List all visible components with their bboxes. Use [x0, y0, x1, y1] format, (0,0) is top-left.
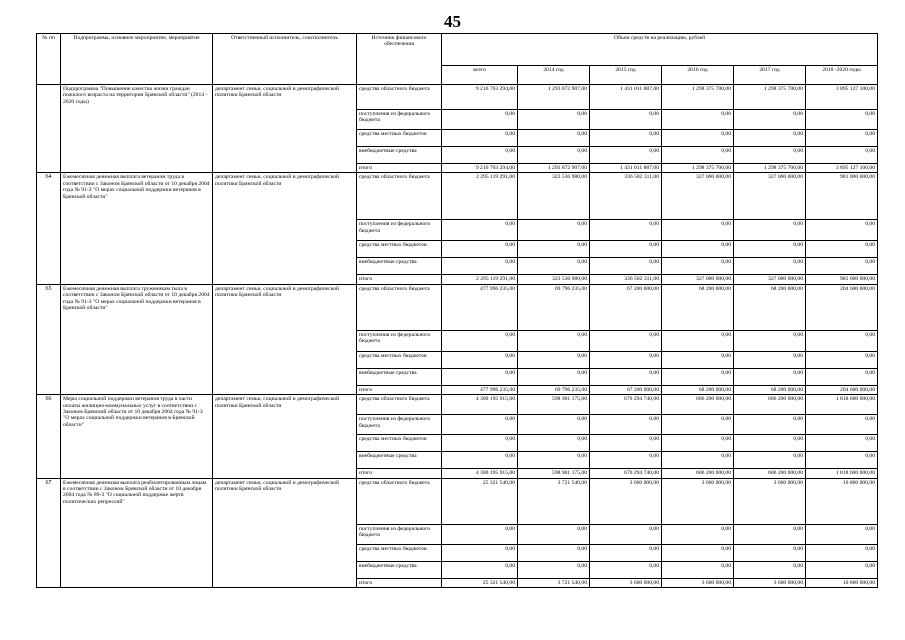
amount-cell: 0,00 [518, 110, 590, 130]
amount-cell: 2 295 119 291,00 [442, 275, 518, 284]
amount-cell: 0,00 [662, 258, 734, 275]
amount-cell: 3 721 540,00 [518, 578, 590, 587]
amount-cell: 0,00 [662, 415, 734, 435]
funding-source: средства местных бюджетов [357, 435, 442, 452]
header-source: Источник финансового обеспечения [357, 34, 442, 85]
amount-cell: 0,00 [590, 561, 662, 578]
header-year-2014: 2014 год [518, 66, 590, 85]
header-row [37, 34, 878, 66]
amount-cell: 1 298 375 700,00 [734, 85, 806, 110]
funding-source: средства областного бюджета [357, 478, 442, 524]
amount-cell: 606 200 000,00 [662, 395, 734, 415]
amount-cell: 0,00 [806, 147, 878, 164]
item-number: 65 [37, 284, 61, 394]
item-number: 66 [37, 395, 61, 478]
amount-cell: 0,00 [590, 130, 662, 147]
amount-cell: 3 600 000,00 [590, 578, 662, 587]
amount-cell: 0,00 [590, 241, 662, 258]
amount-cell: 0,00 [662, 130, 734, 147]
funding-source: итого [357, 164, 442, 173]
amount-cell: 0,00 [734, 561, 806, 578]
header-year-2016: 2016 год [662, 66, 734, 85]
funding-source: средства местных бюджетов [357, 351, 442, 368]
amount-cell: 0,00 [518, 415, 590, 435]
amount-cell: 0,00 [442, 220, 518, 241]
header-year-total: всего [442, 66, 518, 85]
funding-source: итого [357, 385, 442, 394]
funding-source: средства областного бюджета [357, 85, 442, 110]
amount-cell: 327 000 000,00 [734, 275, 806, 284]
amount-cell: 1 298 375 700,00 [662, 164, 734, 173]
amount-cell: 0,00 [734, 241, 806, 258]
amount-cell: 1 298 375 700,00 [734, 164, 806, 173]
budget-table [36, 33, 878, 588]
amount-cell: 0,00 [734, 351, 806, 368]
amount-cell: 0,00 [442, 258, 518, 275]
amount-cell: 0,00 [518, 330, 590, 351]
amount-cell: 0,00 [734, 415, 806, 435]
amount-cell: 0,00 [590, 147, 662, 164]
amount-cell: 3 600 000,00 [662, 478, 734, 524]
amount-cell: 981 000 000,00 [806, 173, 878, 220]
amount-cell: 1 818 600 000,00 [806, 395, 878, 415]
amount-cell: 323 536 980,00 [518, 275, 590, 284]
amount-cell: 0,00 [442, 130, 518, 147]
item-number: 67 [37, 478, 61, 587]
amount-cell: 327 000 000,00 [662, 173, 734, 220]
program-name: Ежемесячная денежная выплата ветеранам труда в соответствии с Законом Брянской области от 10 декабря 2004 года № 91-З "О мерах социальной поддержки ветеранов в Брянской области" [61, 173, 213, 284]
amount-cell: 0,00 [590, 524, 662, 544]
amount-cell: 0,00 [734, 452, 806, 469]
amount-cell: 0,00 [734, 110, 806, 130]
amount-cell: 0,00 [590, 220, 662, 241]
amount-cell: 0,00 [734, 330, 806, 351]
executor-name: департамент семьи, социальной и демографической политики Брянской области [213, 173, 357, 284]
amount-cell: 0,00 [806, 435, 878, 452]
amount-cell: 670 294 740,00 [590, 395, 662, 415]
amount-cell: 0,00 [590, 258, 662, 275]
header-year-2018-2020: 2018 -2020 годы [806, 66, 878, 85]
amount-cell: 0,00 [734, 435, 806, 452]
amount-cell: 598 901 175,00 [518, 395, 590, 415]
amount-cell: 3 721 540,00 [518, 478, 590, 524]
amount-cell: 68 200 000,00 [662, 284, 734, 330]
amount-cell: 1 298 375 700,00 [662, 85, 734, 110]
amount-cell: 0,00 [662, 110, 734, 130]
amount-cell: 67 200 000,00 [590, 284, 662, 330]
amount-cell: 0,00 [662, 241, 734, 258]
amount-cell: 0,00 [806, 220, 878, 241]
amount-cell: 68 200 000,00 [662, 385, 734, 394]
amount-cell: 204 600 000,00 [806, 385, 878, 394]
table-row [37, 284, 878, 330]
item-number [37, 85, 61, 173]
amount-cell: 2 295 119 291,00 [442, 173, 518, 220]
amount-cell: 0,00 [806, 415, 878, 435]
amount-cell: 0,00 [518, 258, 590, 275]
amount-cell: 0,00 [442, 368, 518, 385]
funding-source: поступления из федерального бюджета [357, 524, 442, 544]
amount-cell: 0,00 [590, 435, 662, 452]
header-year-2017: 2017 год [734, 66, 806, 85]
amount-cell: 0,00 [806, 524, 878, 544]
amount-cell: 0,00 [662, 435, 734, 452]
amount-cell: 0,00 [662, 561, 734, 578]
amount-cell: 0,00 [734, 524, 806, 544]
page-number: 45 [444, 12, 461, 31]
amount-cell: 1 431 011 887,00 [590, 164, 662, 173]
amount-cell: 0,00 [518, 544, 590, 561]
amount-cell: 598 901 175,00 [518, 469, 590, 478]
amount-cell: 0,00 [442, 241, 518, 258]
amount-cell: 0,00 [590, 544, 662, 561]
program-name: Меры социальной поддержки ветеранов труда в части оплаты жилищно-коммунальных услуг в соответствии с Законом Брянской области от 10 декабря 2004 года № 91-З "О мерах социальной поддержки ветеранов в Брянской области" [61, 395, 213, 478]
table-row [37, 395, 878, 415]
item-number: 64 [37, 173, 61, 284]
amount-cell: 0,00 [590, 415, 662, 435]
amount-cell: 0,00 [442, 147, 518, 164]
funding-source: поступления из федерального бюджета [357, 110, 442, 130]
amount-cell: 606 200 000,00 [734, 395, 806, 415]
amount-cell: 327 000 000,00 [662, 275, 734, 284]
amount-cell: 0,00 [518, 435, 590, 452]
amount-cell: 3 600 000,00 [590, 478, 662, 524]
amount-cell: 0,00 [518, 368, 590, 385]
amount-cell: 0,00 [806, 368, 878, 385]
amount-cell: 0,00 [734, 258, 806, 275]
program-name: Подпрограмма "Повышение качества жизни граждан пожилого возраста на территории Брянской области" (2014 - 2020 годы) [61, 85, 213, 173]
header-num: № пп [37, 34, 61, 85]
amount-cell: 981 000 000,00 [806, 275, 878, 284]
amount-cell: 1 431 011 887,00 [590, 85, 662, 110]
funding-source: поступления из федерального бюджета [357, 415, 442, 435]
header-program: Подпрограмма, основное мероприятие, мероприятие [61, 34, 213, 85]
amount-cell: 0,00 [442, 544, 518, 561]
amount-cell: 25 321 540,00 [442, 578, 518, 587]
amount-cell: 25 321 540,00 [442, 478, 518, 524]
amount-cell: 10 800 000,00 [806, 578, 878, 587]
amount-cell: 0,00 [518, 524, 590, 544]
amount-cell: 0,00 [734, 130, 806, 147]
amount-cell: 606 200 000,00 [734, 469, 806, 478]
amount-cell: 1 818 600 000,00 [806, 469, 878, 478]
amount-cell: 327 000 000,00 [734, 173, 806, 220]
amount-cell: 0,00 [518, 561, 590, 578]
amount-cell: 0,00 [590, 110, 662, 130]
executor-name: департамент семьи, социальной и демографической политики Брянской области [213, 284, 357, 394]
funding-source: внебюджетные средства [357, 258, 442, 275]
amount-cell: 0,00 [662, 351, 734, 368]
amount-cell: 336 582 311,00 [590, 173, 662, 220]
amount-cell: 477 996 235,00 [442, 385, 518, 394]
funding-source: средства областного бюджета [357, 173, 442, 220]
amount-cell: 0,00 [518, 452, 590, 469]
amount-cell: 0,00 [442, 435, 518, 452]
amount-cell: 0,00 [734, 368, 806, 385]
amount-cell: 0,00 [662, 368, 734, 385]
amount-cell: 9 216 763 294,00 [442, 164, 518, 173]
amount-cell: 68 200 000,00 [734, 385, 806, 394]
funding-source: внебюджетные средства [357, 368, 442, 385]
executor-name: департамент семьи, социальной и демографической политики Брянской области [213, 478, 357, 587]
amount-cell: 0,00 [662, 452, 734, 469]
amount-cell: 0,00 [734, 544, 806, 561]
amount-cell: 0,00 [518, 351, 590, 368]
amount-cell: 0,00 [442, 110, 518, 130]
funding-source: средства областного бюджета [357, 395, 442, 415]
amount-cell: 3 895 127 100,00 [806, 85, 878, 110]
amount-cell: 0,00 [590, 351, 662, 368]
amount-cell: 323 536 980,00 [518, 173, 590, 220]
funding-source: поступления из федерального бюджета [357, 330, 442, 351]
funding-source: средства областного бюджета [357, 284, 442, 330]
amount-cell: 0,00 [662, 524, 734, 544]
amount-cell: 0,00 [442, 524, 518, 544]
amount-cell: 0,00 [662, 330, 734, 351]
amount-cell: 336 582 311,00 [590, 275, 662, 284]
amount-cell: 0,00 [806, 241, 878, 258]
executor-name: департамент семьи, социальной и демографической политики Брянской области [213, 395, 357, 478]
amount-cell: 0,00 [518, 147, 590, 164]
amount-cell: 0,00 [442, 415, 518, 435]
executor-name: департамент семьи, социальной и демографической политики Брянской области [213, 85, 357, 173]
funding-source: внебюджетные средства [357, 452, 442, 469]
amount-cell: 68 200 000,00 [734, 284, 806, 330]
amount-cell: 10 800 000,00 [806, 478, 878, 524]
header-executor: Ответственный исполнитель, соисполнитель [213, 34, 357, 85]
amount-cell: 3 600 000,00 [734, 478, 806, 524]
amount-cell: 67 200 000,00 [590, 385, 662, 394]
amount-cell: 0,00 [806, 110, 878, 130]
funding-source: итого [357, 275, 442, 284]
amount-cell: 0,00 [734, 220, 806, 241]
amount-cell: 0,00 [442, 351, 518, 368]
amount-cell: 0,00 [590, 452, 662, 469]
amount-cell: 0,00 [662, 220, 734, 241]
amount-cell: 0,00 [518, 130, 590, 147]
funding-source: итого [357, 469, 442, 478]
funding-source: итого [357, 578, 442, 587]
amount-cell: 3 600 000,00 [734, 578, 806, 587]
header-year-2015: 2015 год [590, 66, 662, 85]
amount-cell: 0,00 [806, 561, 878, 578]
amount-cell: 0,00 [442, 452, 518, 469]
funding-source: поступления из федерального бюджета [357, 220, 442, 241]
amount-cell: 0,00 [590, 368, 662, 385]
amount-cell: 0,00 [806, 452, 878, 469]
amount-cell: 69 796 235,00 [518, 284, 590, 330]
amount-cell: 1 293 872 907,00 [518, 164, 590, 173]
table-row [37, 478, 878, 524]
funding-source: средства местных бюджетов [357, 544, 442, 561]
amount-cell: 9 216 763 294,00 [442, 85, 518, 110]
amount-cell: 0,00 [662, 544, 734, 561]
amount-cell: 0,00 [590, 330, 662, 351]
program-name: Ежемесячная денежная выплата реабилитированным лицам в соответствии с Законом Брянской области от 10 декабря 2004 года № 89-З "О социальной поддержке жертв политических репрессий" [61, 478, 213, 587]
amount-cell: 0,00 [806, 351, 878, 368]
amount-cell: 4 300 195 915,00 [442, 395, 518, 415]
program-name: Ежемесячная денежная выплата труженикам тыла в соответствии с Законом Брянской области от 10 декабря 2004 года № 91-З "О мерах социальной поддержки ветеранов в Брянской области" [61, 284, 213, 394]
amount-cell: 0,00 [518, 241, 590, 258]
amount-cell: 69 796 235,00 [518, 385, 590, 394]
amount-cell: 0,00 [806, 330, 878, 351]
funding-source: внебюджетные средства [357, 561, 442, 578]
amount-cell: 3 895 127 100,00 [806, 164, 878, 173]
amount-cell: 204 600 000,00 [806, 284, 878, 330]
funding-source: внебюджетные средства [357, 147, 442, 164]
amount-cell: 0,00 [662, 147, 734, 164]
funding-source: средства местных бюджетов [357, 241, 442, 258]
table-row [37, 173, 878, 220]
amount-cell: 670 294 740,00 [590, 469, 662, 478]
amount-cell: 0,00 [734, 147, 806, 164]
funding-source: средства местных бюджетов [357, 130, 442, 147]
amount-cell: 0,00 [442, 561, 518, 578]
amount-cell: 4 300 195 915,00 [442, 469, 518, 478]
amount-cell: 1 293 872 907,00 [518, 85, 590, 110]
amount-cell: 606 200 000,00 [662, 469, 734, 478]
table-body [37, 85, 878, 588]
amount-cell: 477 996 235,00 [442, 284, 518, 330]
amount-cell: 3 600 000,00 [662, 578, 734, 587]
amount-cell: 0,00 [518, 220, 590, 241]
table-row [37, 85, 878, 110]
amount-cell: 0,00 [806, 130, 878, 147]
amount-cell: 0,00 [442, 330, 518, 351]
header-volume: Объем средств на реализацию, рублей [442, 34, 878, 66]
amount-cell: 0,00 [806, 258, 878, 275]
amount-cell: 0,00 [806, 544, 878, 561]
